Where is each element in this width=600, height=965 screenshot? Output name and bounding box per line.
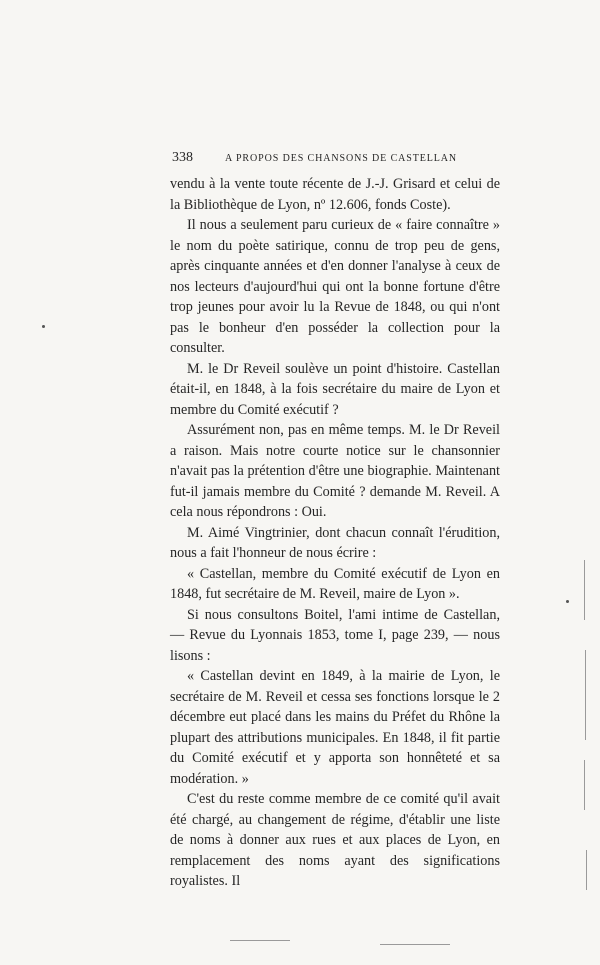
- scan-mark: [584, 760, 585, 810]
- paragraph: vendu à la vente toute récente de J.-J. Grisard et celui de la Bibliothèque de Lyon, nº 12.606, fonds Coste).: [170, 176, 500, 213]
- scan-dot: [566, 600, 569, 603]
- scan-mark: [585, 650, 586, 740]
- paragraph: Il nous a seulement paru curieux de « faire connaître » le nom du poète satirique, connu de trop peu de gens, après cinquante années et d'en donner l'analyse à ceux de nos lecteurs d'aujourd'hui qui ont la bonne fortune d'être trop jeunes pour avoir lu la Revue de 1848, ou qui n'ont pas le bonheur d'en posséder la collection pour la consulter.: [170, 217, 500, 356]
- scan-mark: [584, 560, 585, 620]
- quote-paragraph: « Castellan, membre du Comité exécutif de Lyon en 1848, fut secrétaire de M. Reveil, maire de Lyon ».: [170, 565, 500, 602]
- paragraph: Assurément non, pas en même temps. M. le Dr Reveil a raison. Mais notre courte notice sur le chansonnier n'avait pas la prétention d'être une biographie. Maintenant fut-il jamais membre du Comité ? demande M. Reveil. A cela nous répondrons : Oui.: [170, 422, 500, 520]
- paragraph: Si nous consultons Boitel, l'ami intime de Castellan, — Revue du Lyonnais 1853, tome I, page 239, — nous lisons :: [170, 606, 500, 664]
- page-header: [172, 150, 502, 166]
- scan-mark: [380, 944, 450, 945]
- paragraph: C'est du reste comme membre de ce comité qu'il avait été chargé, au changement de régime, d'établir une liste de noms à donner aux rues et aux places de Lyon, en remplacement des noms ayant des significations royalistes. Il: [170, 791, 500, 889]
- page-number: 338: [172, 150, 193, 165]
- paragraph: M. Aimé Vingtrinier, dont chacun connaît l'érudition, nous a fait l'honneur de nous écrire :: [170, 524, 500, 561]
- scan-mark: [586, 850, 587, 890]
- paragraph: M. le Dr Reveil soulève un point d'histoire. Castellan était-il, en 1848, à la fois secrétaire du maire de Lyon et membre du Comité exécutif ?: [170, 360, 500, 418]
- running-title: A PROPOS DES CHANSONS DE CASTELLAN: [225, 153, 458, 164]
- quote-paragraph: « Castellan devint en 1849, à la mairie de Lyon, le secrétaire de M. Reveil et cessa ses fonctions lorsque le 2 décembre eut placé dans les mains du Préfet du Rhône la plupart des attributions municipales. En 1848, il fit partie du Comité exécutif et y apporta son honnêteté et sa modération. »: [170, 668, 500, 787]
- body-text: [170, 174, 500, 892]
- scan-dot: [42, 325, 45, 328]
- scan-mark: [230, 940, 290, 941]
